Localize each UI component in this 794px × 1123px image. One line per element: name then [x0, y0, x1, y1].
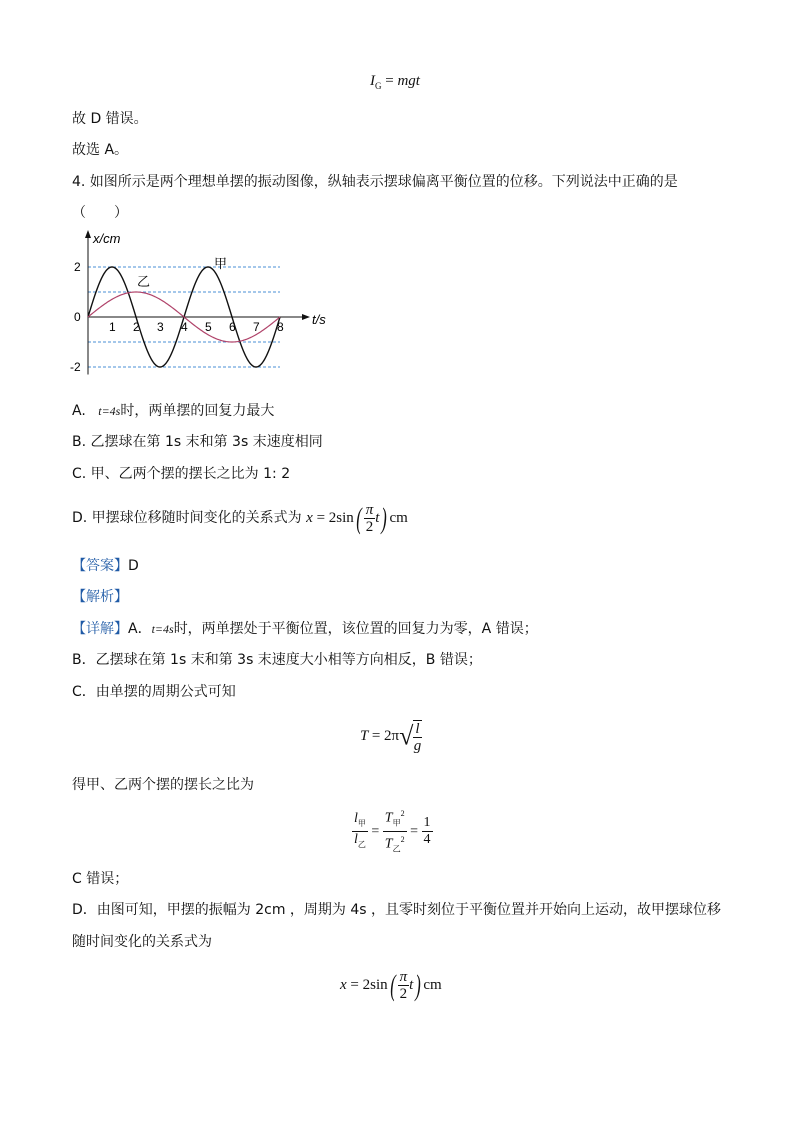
x-tick-label: 1 [109, 320, 116, 334]
x-tick-label: 2 [133, 320, 140, 334]
line-choose-a: 故选 A。 [72, 142, 129, 158]
line-d-wrong: 故 D 错误。 [72, 111, 148, 127]
detail-a-prefix: A． [128, 621, 152, 637]
series-label-yi: 乙 [137, 274, 151, 289]
x-axis-label: t/s [312, 312, 326, 327]
equation-impulse-gravity: $I_G$ = mgt [370, 73, 420, 91]
x-tick-label: 4 [181, 320, 188, 334]
option-a [72, 402, 274, 420]
y-tick-label: 2 [74, 260, 81, 274]
detail-a-text: 时，两单摆处于平衡位置，该位置的回复力为零，A 错误； [173, 621, 538, 637]
c-wrong: C 错误； [72, 871, 129, 887]
option-d-prefix: D. 甲摆球位移随时间变化的关系式为 [72, 510, 302, 526]
detail-a [72, 620, 538, 638]
c-ratio-intro: 得甲、乙两个摆的摆长之比为 [72, 777, 254, 793]
option-b: B. 乙摆球在第 1s 末和第 3s 末速度相同 [72, 434, 323, 450]
detail-b: B．乙摆球在第 1s 末和第 3s 末速度大小相等方向相反，B 错误； [72, 652, 482, 668]
x-tick-label: 7 [253, 320, 260, 334]
question-4-stem: 4. 如图所示是两个理想单摆的振动图像，纵轴表示摆球偏离平衡位置的位移。下列说法中正确的是 [72, 174, 678, 190]
answer-label: 【答案】 [72, 558, 128, 574]
analysis-label: 【解析】 [72, 589, 128, 605]
answer-value: D [128, 558, 139, 574]
detail-c: C．由单摆的周期公式可知 [72, 684, 236, 700]
y-axis-label: x/cm [93, 231, 121, 246]
option-d [72, 500, 408, 537]
y-tick-label: 0 [74, 310, 81, 324]
y-tick-label: -2 [70, 360, 81, 374]
x-tick-label: 6 [229, 320, 236, 334]
option-c: C. 甲、乙两个摆的摆长之比为 1: 2 [72, 466, 291, 482]
option-d-formula: x = 2sin( $\frac{\pi}{2}$ t) cm [306, 501, 408, 536]
x-tick-label: 8 [277, 320, 284, 334]
detail-label: 【详解】 [72, 621, 128, 637]
series-label-jia: 甲 [214, 256, 228, 271]
option-a-text: 时，两单摆的回复力最大 [120, 403, 275, 419]
detail-a-time: t=4s [151, 622, 174, 636]
option-a-time: t=4s [98, 404, 121, 418]
equation-length-ratio: $\frac{l_甲}{l_乙}$ = $\frac{T_甲^2}{T_乙^2}$ = $\frac{1}{4}$ [352, 806, 433, 858]
x-axis-arrow [302, 314, 310, 320]
oscillation-chart [60, 228, 340, 388]
detail-d-line2: 随时间变化的关系式为 [72, 934, 212, 950]
x-tick-label: 3 [157, 320, 164, 334]
detail-d-line1: D．由图可知，甲摆的振幅为 2cm ，周期为 4s ，且零时刻位于平衡位置并开始向上运动，故甲摆球位移 [72, 902, 722, 918]
option-a-prefix: A. [72, 403, 86, 419]
answer-line [72, 557, 139, 575]
equation-displacement: x = 2sin( $\frac{\pi}{2}$ t) cm [340, 968, 442, 1003]
question-4-paren: （ ） [72, 205, 128, 221]
x-tick-label: 5 [205, 320, 212, 334]
equation-period: T = 2π√ $\frac{l}{g}$ [360, 720, 422, 754]
y-axis-arrow [85, 230, 91, 238]
